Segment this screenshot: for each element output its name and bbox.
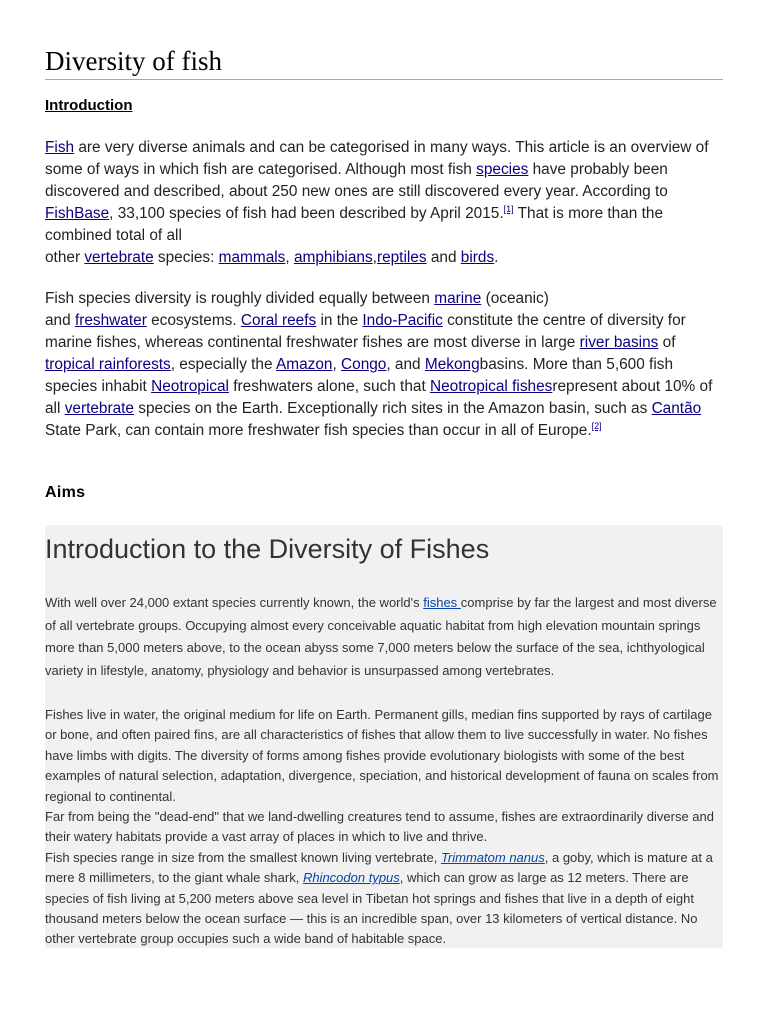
link-neotropical[interactable]: Neotropical — [151, 378, 229, 395]
link-birds[interactable]: birds — [460, 249, 495, 266]
link-vertebrate-2[interactable]: vertebrate — [64, 400, 134, 417]
excerpt-paragraph-2 — [45, 705, 725, 950]
text: have probably been discovered and described, about 250 new ones are still discovered every year. According to — [45, 161, 668, 200]
text: That is more than the combined total of all — [45, 205, 664, 244]
intro-paragraph-2 — [45, 288, 725, 442]
text: and — [426, 249, 461, 266]
text: in the — [316, 312, 363, 329]
text: other — [45, 249, 85, 266]
text: State Park, can contain more freshwater fish species than occur in all of Europe. — [45, 422, 592, 439]
link-fishbase[interactable]: FishBase — [45, 205, 110, 222]
introduction-heading: Introduction — [45, 97, 133, 114]
link-mekong[interactable]: Mekong — [424, 356, 480, 373]
text: constitute the centre of diversity for marine fishes, whereas continental freshwater fishes are most diverse in large — [45, 312, 686, 351]
text: , a goby, which is mature at a mere 8 millimeters, to the giant whale shark, — [45, 849, 713, 886]
text: Fishes live in water, the original medium for life on Earth. Permanent gills, median fins supported by rays of cartilage or bone, and often paired fins, are all characteristics of fishes that allow them to live successfully in water. No fishes have limbs with digits. The diversity of forms among fishes provide evolutionary biologists with some of the best examples of natural selection, adaptation, divergence, speciation, and historical development of fauna on scales from regional to continental. — [45, 707, 719, 804]
page-title: Diversity of fish — [45, 44, 723, 80]
text: ecosystems. — [146, 312, 241, 329]
text: , especially the — [170, 356, 276, 373]
link-vertebrate[interactable]: vertebrate — [84, 249, 154, 266]
text: , which can grow as large as 12 meters. There are species of fish living at 5,200 meters above sea level in Tibetan hot springs and fishes that live in a depth of eight thousand meters below the ocean surface — this is an incredible span, over 13 kilometers of vertical distance. No other vertebrate group occupies such a wide band of habitable space. — [45, 870, 698, 947]
text: , — [285, 249, 294, 266]
text: represent about 10% of all — [45, 378, 713, 417]
link-mammals[interactable]: mammals — [218, 249, 286, 266]
link-tropical-rainforests[interactable]: tropical rainforests — [45, 356, 171, 373]
text: Fish species range in size from the smallest known living vertebrate, — [45, 849, 441, 865]
text: , — [372, 249, 377, 266]
text: . — [494, 249, 499, 266]
text: comprise by far the largest and most diverse of all vertebrate groups. Occupying almost every conceivable aquatic habitat from high elevation mountain springs more than 5,000 meters above, to the ocean abyss some 7,000 meters below the surface of the sea, ichthyological variety in lifestyle, anatomy, physiology and behavior is unsurpassed among vertebrates. — [45, 595, 717, 679]
text: With well over 24,000 extant species currently known, the world's — [45, 595, 424, 610]
link-marine[interactable]: marine — [434, 290, 482, 307]
text: species on the Earth. Exceptionally rich sites in the Amazon basin, such as — [133, 400, 652, 417]
excerpt-title: Introduction to the Diversity of Fishes — [45, 534, 490, 564]
quoted-excerpt-box — [45, 525, 723, 948]
reference-1[interactable]: [1] — [503, 203, 514, 214]
text: , — [332, 356, 342, 373]
link-indo-pacific[interactable]: Indo-Pacific — [362, 312, 443, 329]
text: basins. More than 5,600 fish species inhabit — [45, 356, 674, 395]
link-species[interactable]: species — [476, 161, 529, 178]
text: , and — [386, 356, 425, 373]
link-reptiles[interactable]: reptiles — [376, 249, 427, 266]
link-fish[interactable]: Fish — [45, 139, 75, 156]
link-neotropical-fishes[interactable]: Neotropical fishes — [430, 378, 553, 395]
text: species: — [153, 249, 219, 266]
reference-2[interactable]: [2] — [591, 420, 602, 431]
text: Far from being the "dead-end" that we land-dwelling creatures tend to assume, fishes are extraordinarily diverse and their watery habitats provide a vast array of places in which to live and thrive. — [45, 809, 714, 845]
intro-paragraph-1 — [45, 137, 725, 269]
link-amazon[interactable]: Amazon — [275, 356, 333, 373]
link-rhincodon-typus[interactable]: Rhincodon typus — [302, 870, 400, 886]
text: and — [45, 312, 75, 329]
link-fishes[interactable]: fishes — [423, 595, 461, 610]
text: Fish species diversity is roughly divided equally between — [45, 290, 435, 307]
link-congo[interactable]: Congo — [341, 356, 387, 373]
excerpt-paragraph-1 — [45, 592, 725, 683]
text: are very diverse animals and can be categorised in many ways. This article is an overview of some of ways in which fish are categorised. Although most fish — [45, 139, 709, 178]
link-amphibians[interactable]: amphibians — [293, 249, 373, 266]
aims-heading: Aims — [45, 484, 86, 501]
link-river-basins[interactable]: river basins — [579, 334, 659, 351]
text: , 33,100 species of fish had been described by April 2015. — [109, 205, 504, 222]
text: freshwaters alone, such that — [228, 378, 430, 395]
link-cantao[interactable]: Cantão — [651, 400, 702, 417]
text: of — [658, 334, 676, 351]
text: (oceanic) — [481, 290, 549, 307]
link-coral-reefs[interactable]: Coral reefs — [240, 312, 317, 329]
link-freshwater[interactable]: freshwater — [74, 312, 147, 329]
link-trimmatom-nanus[interactable]: Trimmatom nanus — [440, 849, 545, 865]
